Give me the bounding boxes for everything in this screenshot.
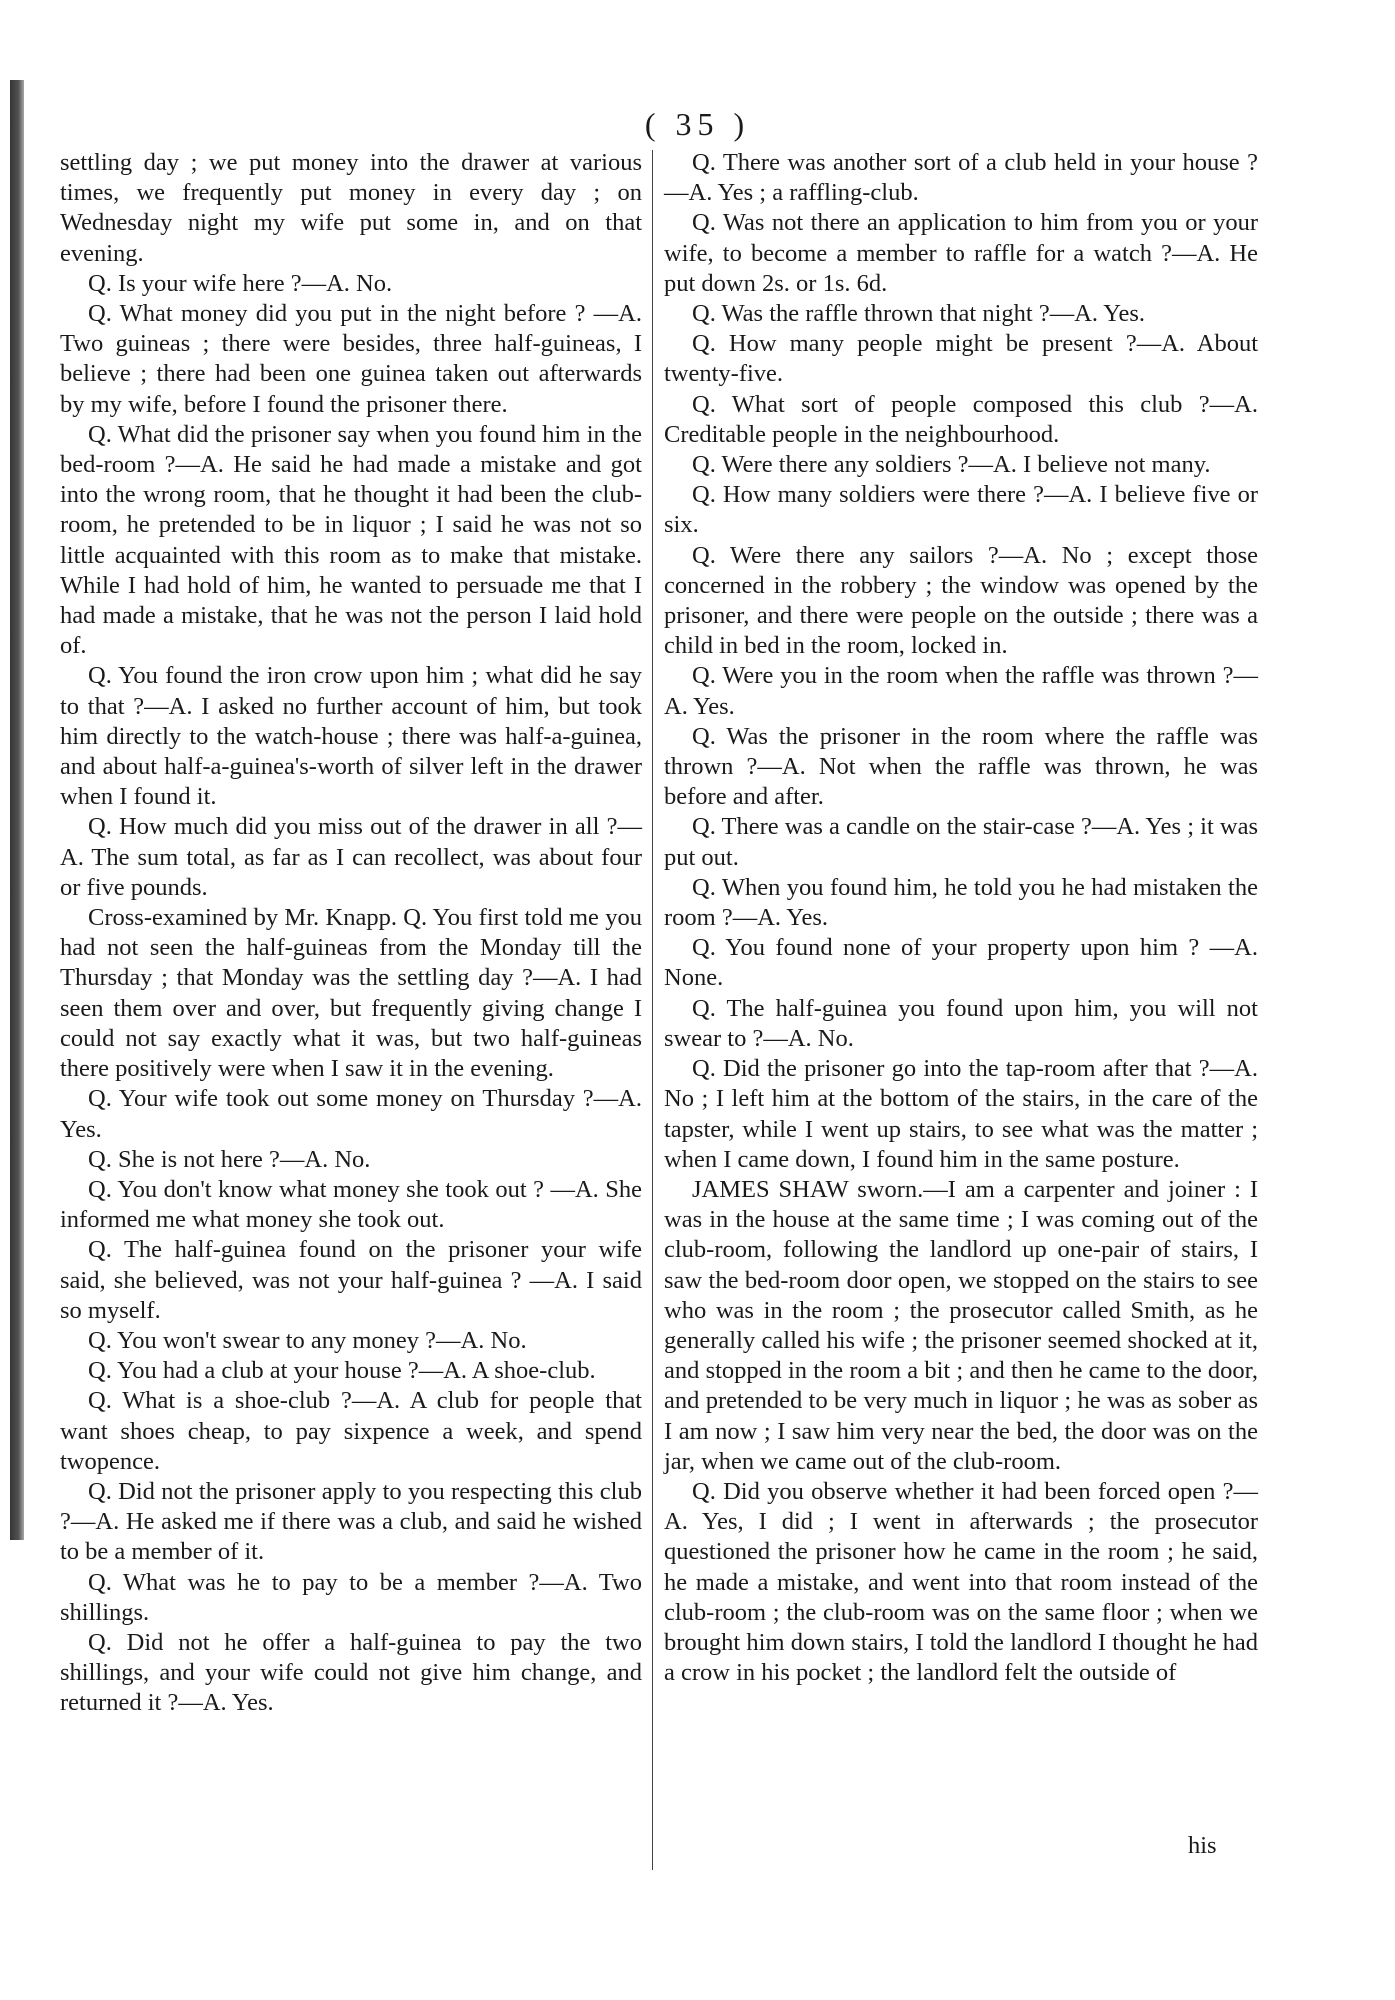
paragraph: Q. Were you in the room when the raffle was thrown ?—A. Yes. xyxy=(664,662,1258,720)
paragraph: Q. Were there any sailors ?—A. No ; except those concerned in the robbery ; the window was opened by the prisoner, and there were people on the outside ; there was a child in bed in the room, locked in. xyxy=(664,541,1258,660)
paragraph: Q. She is not here ?—A. No. xyxy=(88,1145,371,1173)
paragraph: Q. How much did you miss out of the drawer in all ?—A. The sum total, as far as I can recollect, was about four or five pounds. xyxy=(60,813,642,901)
paragraph: Q. Did not he offer a half-guinea to pay the two shillings, and your wife could not give him change, and returned it ?—A. Yes. xyxy=(60,1628,642,1717)
paragraph: JAMES SHAW sworn.—I am a carpenter and joiner : I was in the house at the same time ; I was coming out of the club-room, following the landlord up one-pair of stairs, I saw the bed-room door open, we stopped on the stairs to see who was in the room ; the prosecutor called Smith, as he generally called his wife ; the prisoner seemed shocked at it, and stopped in the room a bit ; and then he came to the door, and pretended to be very much in liquor ; he was as sober as I am now ; I saw him very near the bed, the door was on the jar, when we came out of the club-room. xyxy=(664,1175,1258,1475)
paragraph: Q. There was another sort of a club held in your house ?—A. Yes ; a raffling-club. xyxy=(664,149,1258,207)
left-column xyxy=(60,148,642,1719)
paragraph: Q. You found none of your property upon him ? —A. None. xyxy=(664,934,1258,992)
paragraph: Q. The half-guinea you found upon him, you will not swear to ?—A. No. xyxy=(664,994,1258,1052)
paragraph: Q. You won't swear to any money ?—A. No. xyxy=(88,1326,527,1354)
scan-edge-shadow xyxy=(10,80,24,1540)
paragraph: Q. You found the iron crow upon him ; what did he say to that ?—A. I asked no further account of him, but took him directly to the watch-house ; there was half-a-guinea, and about half-a-guinea's-worth of silver left in the drawer when I found it. xyxy=(60,662,642,811)
paragraph: settling day ; we put money into the drawer at various times, we frequently put money in every day ; on Wednesday night my wife put some in, and on that evening. xyxy=(60,149,642,267)
paragraph: Q. How many people might be present ?—A. About twenty-five. xyxy=(664,330,1258,388)
paragraph: Q. When you found him, he told you he had mistaken the room ?—A. Yes. xyxy=(664,873,1258,932)
column-divider xyxy=(652,150,653,1870)
paragraph: Q. What is a shoe-club ?—A. A club for people that want shoes cheap, to pay sixpence a week, and spend twopence. xyxy=(60,1387,642,1475)
paragraph: Q. Were there any soldiers ?—A. I believe not many. xyxy=(692,451,1211,479)
paragraph: Q. What was he to pay to be a member ?—A. Two shillings. xyxy=(60,1568,642,1626)
paragraph: Cross-examined by Mr. Knapp. Q. You first told me you had not seen the half-guineas from the Monday till the Thursday ; that Monday was the settling day ?—A. I had seen them over and over, but frequently giving change I could not say exactly what it was, but two half-guineas there positively were when I saw it in the evening. xyxy=(60,904,642,1083)
page-number: ( 35 ) xyxy=(644,106,751,142)
paragraph: Q. How many soldiers were there ?—A. I believe five or six. xyxy=(664,481,1258,539)
paragraph: Q. You don't know what money she took out ? —A. She informed me what money she took out. xyxy=(60,1175,642,1234)
paragraph: Q. Was not there an application to him from you or your wife, to become a member to raffle for a watch ?—A. He put down 2s. or 1s. 6d. xyxy=(664,209,1258,297)
paragraph: Q. Is your wife here ?—A. No. xyxy=(88,269,393,297)
paragraph: Q. Was the raffle thrown that night ?—A. Yes. xyxy=(692,300,1146,328)
paragraph: Q. Did the prisoner go into the tap-room after that ?—A. No ; I left him at the bottom of the stairs, in the care of the tapster, while I went up stairs, to see what was the matter ; when I came down, I found him in the same posture. xyxy=(664,1055,1258,1173)
paragraph: Q. Was the prisoner in the room where the raffle was thrown ?—A. Not when the raffle was thrown, he was before and after. xyxy=(664,722,1258,811)
paragraph: Q. Your wife took out some money on Thursday ?—A. Yes. xyxy=(60,1085,642,1143)
paragraph: Q. You had a club at your house ?—A. A shoe-club. xyxy=(88,1357,596,1385)
paragraph: Q. Did you observe whether it had been forced open ?—A. Yes, I did ; I went in afterwards ; the prosecutor questioned the prisoner how he came in the room ; he said, he made a mistake, and went into that room instead of the club-room ; the club-room was on the same floor ; when we brought him down stairs, I told the landlord I thought he had a crow in his pocket ; the landlord felt the outside of xyxy=(664,1477,1258,1687)
paragraph: Q. What money did you put in the night before ? —A. Two guineas ; there were besides, three half-guineas, I believe ; there had been one guinea taken out afterwards by my wife, before I found the prisoner there. xyxy=(60,300,642,418)
catchword: his xyxy=(1188,1832,1217,1859)
paragraph: Q. The half-guinea found on the prisoner your wife said, she believed, was not your half-guinea ? —A. I said so myself. xyxy=(60,1236,642,1324)
paragraph: Q. What sort of people composed this club ?—A. Creditable people in the neighbourhood. xyxy=(664,390,1258,448)
right-column xyxy=(664,148,1258,1688)
paragraph: Q. Did not the prisoner apply to you respecting this club ?—A. He asked me if there was a club, and said he wished to be a member of it. xyxy=(60,1477,642,1566)
paragraph: Q. What did the prisoner say when you found him in the bed-room ?—A. He said he had made a mistake and got into the wrong room, that he thought it had been the club-room, he pretended to be in liquor ; I said he was not so little acquainted with this room as to make that mistake. While I had hold of him, he wanted to persuade me that I had made a mistake, that he was not the person I laid hold of. xyxy=(60,420,642,660)
paragraph: Q. There was a candle on the stair-case ?—A. Yes ; it was put out. xyxy=(664,813,1258,871)
